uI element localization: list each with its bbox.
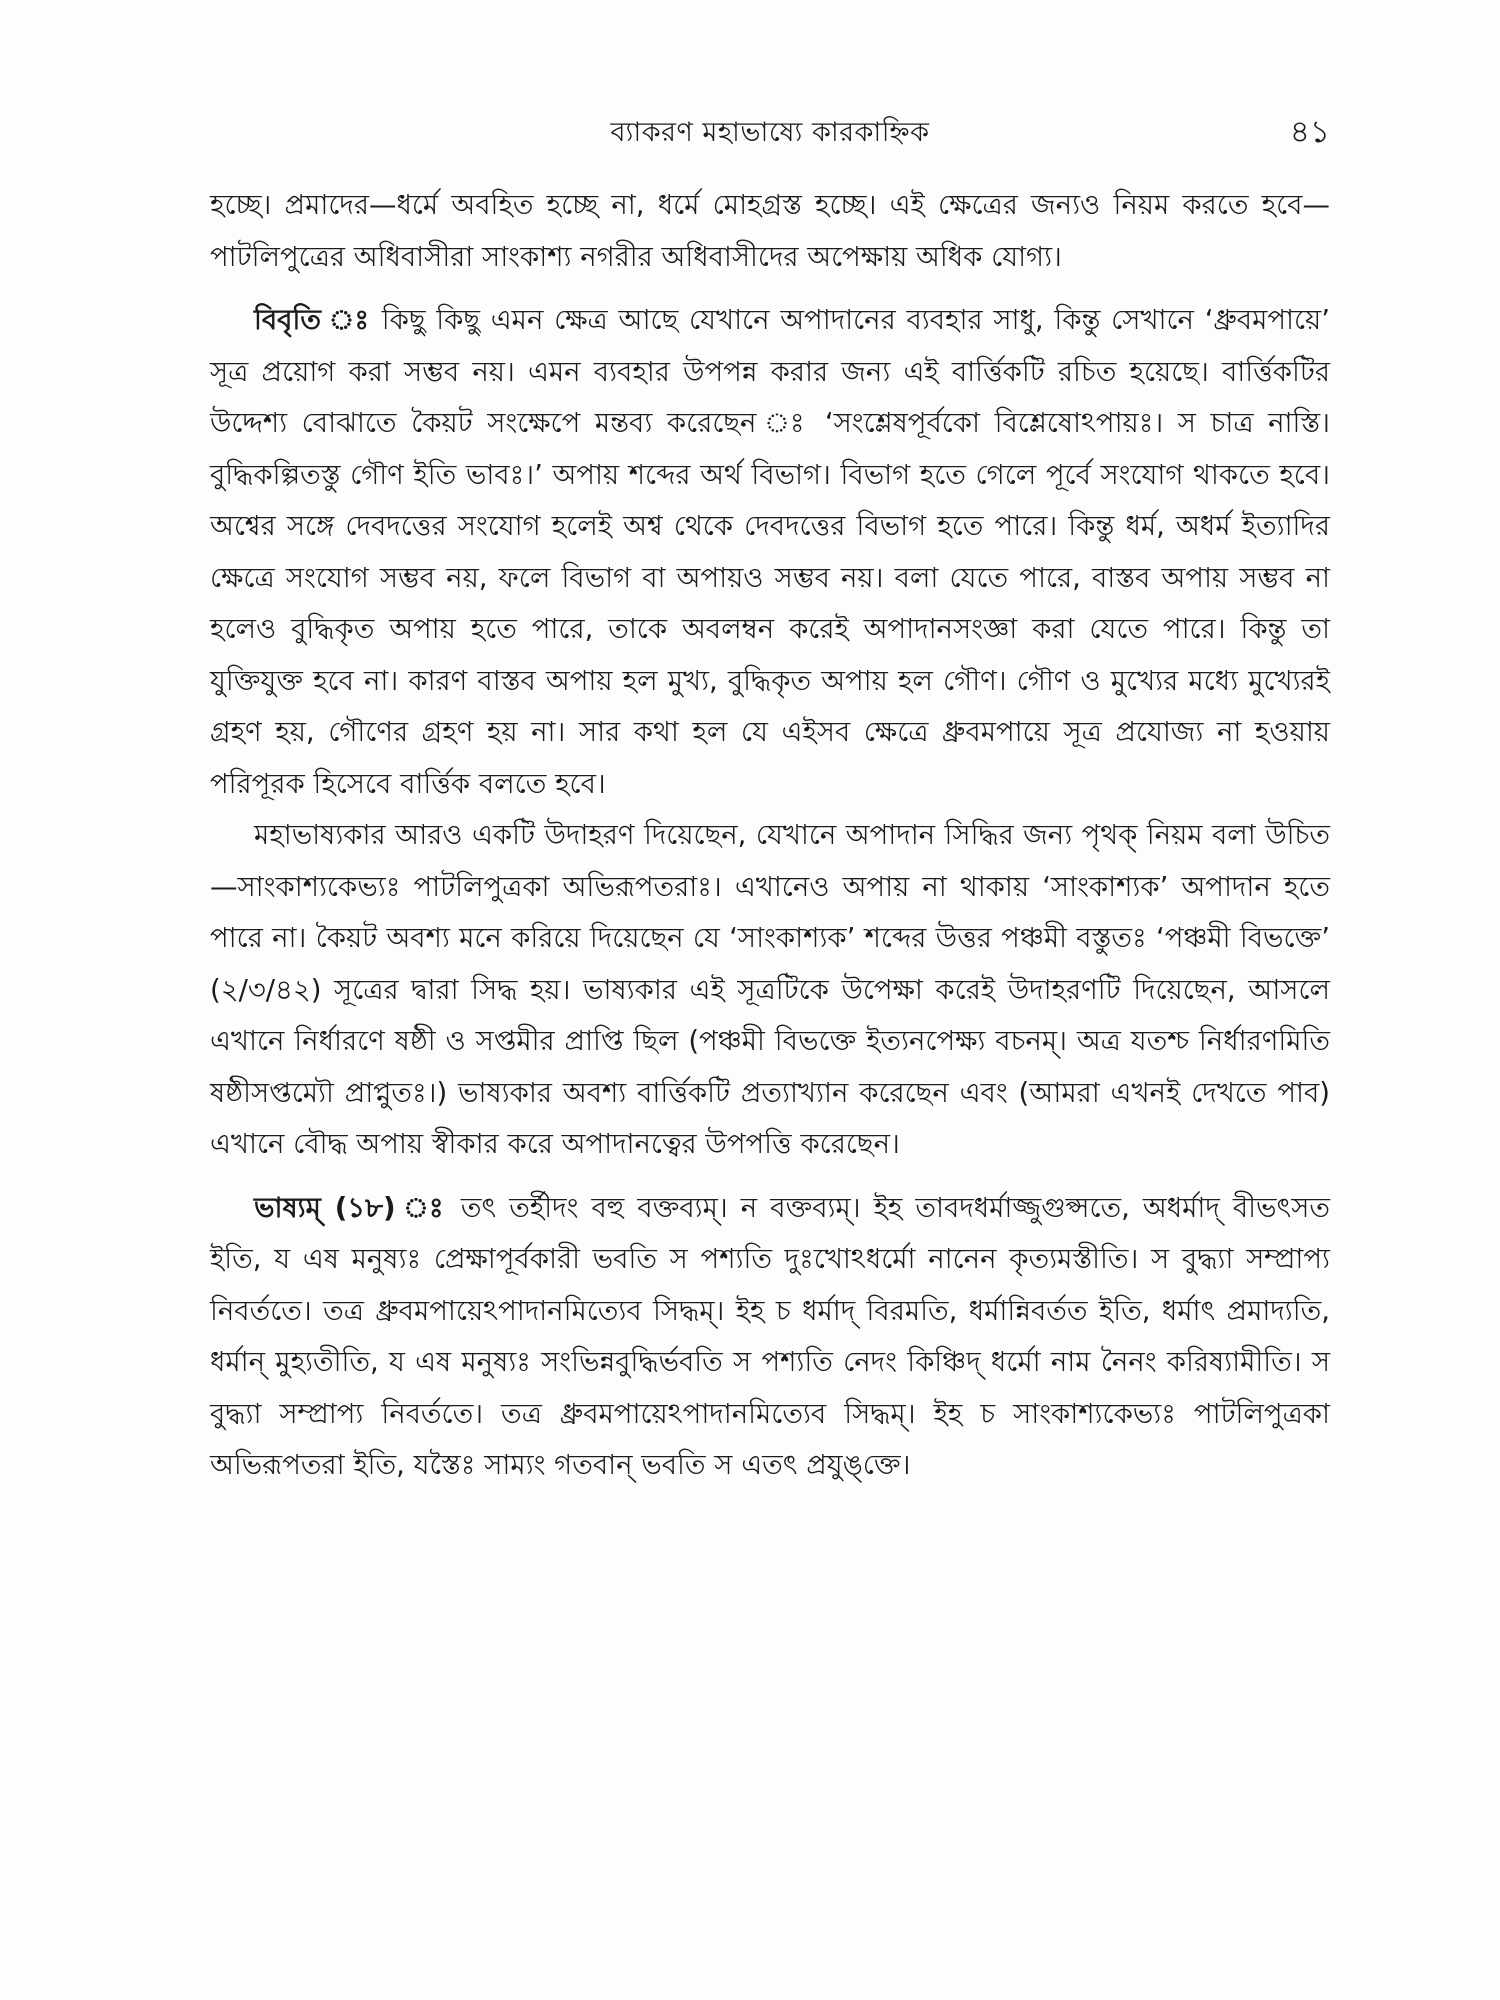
paragraph-lead-heading: বিবৃতি ঃ — [254, 304, 372, 336]
paragraph-commentary — [210, 295, 1330, 810]
paragraph-text: তৎ তর্হীদং বহু বক্তব্যম্। ন বক্তব্যম্। ইহ তাবদধর্মাজ্জুগুপ্সতে, অধর্মাদ্ বীভৎসত ইতি, য এষ মনুষ্যঃ প্রেক্ষাপূর্বকারী ভবতি স পশ্যতি দুঃখোঽধর্মো নানেন কৃত্যমস্তীতি। স বুদ্ধ্যা সম্প্রাপ্য নিবর্ততে। তত্র ধ্রুবমপায়েঽপাদানমিত্যেব সিদ্ধম্। ইহ চ ধর্মাদ্ বিরমতি, ধর্মান্নিবর্তত ইতি, ধর্মাৎ প্রমাদ্যতি, ধর্মান্ মুহ্যতীতি, য এষ মনুষ্যঃ সংভিন্নবুদ্ধির্ভবতি স পশ্যতি নেদং কিঞ্চিদ্ ধর্মো নাম নৈনং করিষ্যামীতি। স বুদ্ধ্যা সম্প্রাপ্য নিবর্ততে। তত্র ধ্রুবমপায়েঽপাদানমিত্যেব সিদ্ধম্। ইহ চ সাংকাশ্যকেভ্যঃ পাটলিপুত্রকা অভিরূপতরা ইতি, যস্তৈঃ সাম্যং গতবান্ ভবতি স এতৎ প্রযুঙ্‌ক্তে। — [210, 1191, 1330, 1481]
paragraph-bhashya — [210, 1183, 1330, 1492]
page-number: ৪১ — [1289, 114, 1330, 150]
paragraph-text: হচ্ছে। প্রমাদের—ধর্মে অবহিত হচ্ছে না, ধর্মে মোহগ্রস্ত হচ্ছে। এই ক্ষেত্রের জন্যও নিয়ম করতে হবে—পাটলিপুত্রের অধিবাসীরা সাংকাশ্য নগরীর অধিবাসীদের অপেক্ষায় অধিক যোগ্য। — [210, 189, 1330, 273]
page-header — [210, 112, 1330, 160]
running-title: ব্যাকরণ মহাভাষ্যে কারকাহ্নিক — [610, 117, 930, 148]
paragraph-continuation — [210, 180, 1330, 283]
paragraph-lead-heading: ভাষ্যম্ (১৮) ঃ — [254, 1191, 448, 1224]
paragraph-text: মহাভাষ্যকার আরও একটি উদাহরণ দিয়েছেন, যেখানে অপাদান সিদ্ধির জন্য পৃথক্ নিয়ম বলা উচিত—সাংকাশ্যকেভ্যঃ পাটলিপুত্রকা অভিরূপতরাঃ। এখানেও অপায় না থাকায় ‘সাংকাশ্যক’ অপাদান হতে পারে না। কৈয়ট অবশ্য মনে করিয়ে দিয়েছেন যে ‘সাংকাশ্যক’ শব্দের উত্তর পঞ্চমী বস্তুতঃ ‘পঞ্চমী বিভক্তে’ (২/৩/৪২) সূত্রের দ্বারা সিদ্ধ হয়। ভাষ্যকার এই সূত্রটিকে উপেক্ষা করেই উদাহরণটি দিয়েছেন, আসলে এখানে নির্ধারণে ষষ্ঠী ও সপ্তমীর প্রাপ্তি ছিল (পঞ্চমী বিভক্তে ইত্যনপেক্ষ্য বচনম্। অত্র যতশ্চ নির্ধারণমিতি ষষ্ঠীসপ্তম্যৌ প্রাপ্নুতঃ।) ভাষ্যকার অবশ্য বার্ত্তিকটি প্রত্যাখ্যান করেছেন এবং (আমরা এখনই দেখতে পাব) এখানে বৌদ্ধ অপায় স্বীকার করে অপাদানত্বের উপপত্তি করেছেন। — [210, 819, 1330, 1160]
paragraph-example — [210, 810, 1330, 1171]
page-body — [210, 180, 1330, 1492]
paragraph-text: কিছু কিছু এমন ক্ষেত্র আছে যেখানে অপাদানের ব্যবহার সাধু, কিন্তু সেখানে ‘ধ্রুবমপায়ে’ সূত্র প্রয়োগ করা সম্ভব নয়। এমন ব্যবহার উপপন্ন করার জন্য এই বার্ত্তিকটি রচিত হয়েছে। বার্ত্তিকটির উদ্দেশ্য বোঝাতে কৈয়ট সংক্ষেপে মন্তব্য করেছেন ঃ ‘সংশ্লেষপূর্বকো বিশ্লেষোঽপায়ঃ। স চাত্র নাস্তি। বুদ্ধিকল্পিতস্তু গৌণ ইতি ভাবঃ।’ অপায় শব্দের অর্থ বিভাগ। বিভাগ হতে গেলে পূর্বে সংযোগ থাকতে হবে। অশ্বের সঙ্গে দেবদত্তের সংযোগ হলেই অশ্ব থেকে দেবদত্তের বিভাগ হতে পারে। কিন্তু ধর্ম, অধর্ম ইত্যাদির ক্ষেত্রে সংযোগ সম্ভব নয়, ফলে বিভাগ বা অপায়ও সম্ভব নয়। বলা যেতে পারে, বাস্তব অপায় সম্ভব না হলেও বুদ্ধিকৃত অপায় হতে পারে, তাকে অবলম্বন করেই অপাদানসংজ্ঞা করা যেতে পারে। কিন্তু তা যুক্তিযুক্ত হবে না। কারণ বাস্তব অপায় হল মুখ্য, বুদ্ধিকৃত অপায় হল গৌণ। গৌণ ও মুখ্যের মধ্যে মুখ্যেরই গ্রহণ হয়, গৌণের গ্রহণ হয় না। সার কথা হল যে এইসব ক্ষেত্রে ধ্রুবমপায়ে সূত্র প্রযোজ্য না হওয়ায় পরিপূরক হিসেবে বার্ত্তিক বলতে হবে। — [210, 304, 1331, 800]
